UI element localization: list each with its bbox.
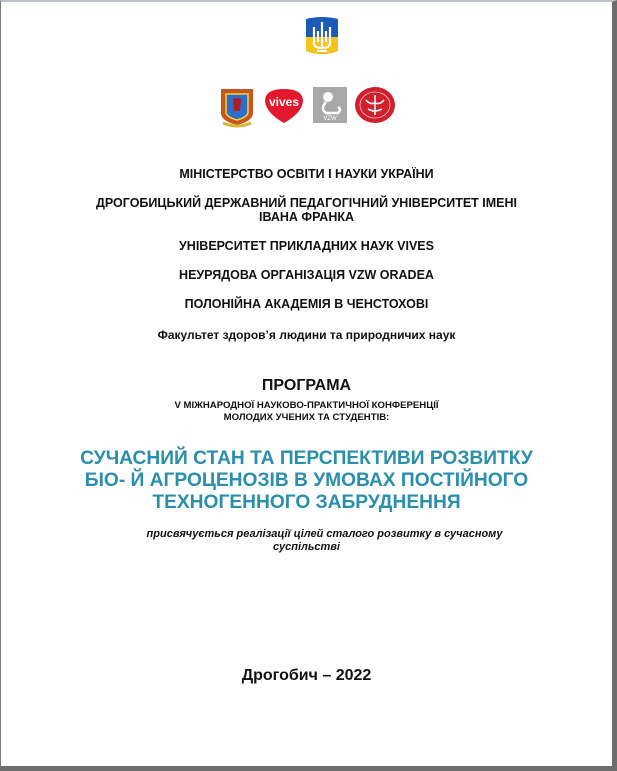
conference-title-line-1: СУЧАСНИЙ СТАН ТА ПЕРСПЕКТИВИ РОЗВИТКУ [80, 448, 533, 469]
partner-logos [218, 83, 396, 127]
place-year: Дрогобич – 2022 [241, 667, 372, 684]
conference-title-line-3: ТЕХНОГЕННОГО ЗАБРУДНЕННЯ [152, 492, 461, 513]
svg-text:vives: vives [268, 95, 300, 109]
org-vives: УНІВЕРСИТЕТ ПРИКЛАДНИХ НАУК VIVES [179, 239, 434, 253]
org-vzw-oradea: НЕУРЯДОВА ОРГАНІЗАЦІЯ VZW ORADEA [179, 268, 434, 282]
vives-logo-icon [262, 85, 306, 125]
svg-text:VZW: VZW [323, 116, 337, 122]
conference-title-line-2: БІО- Й АГРОЦЕНОЗІВ В УМОВАХ ПОСТІЙНОГО [84, 470, 529, 491]
polonia-academy-seal-icon [354, 85, 396, 125]
program-heading: ПРОГРАМА [261, 377, 352, 394]
faculty-name: Факультет здоров’я людини та природничих наук [157, 328, 456, 342]
org-drohobych-university-line2: ІВАНА ФРАНКА [258, 210, 355, 224]
org-polonia-academy: ПОЛОНІЙНА АКАДЕМІЯ В ЧЕНСТОХОВІ [184, 297, 429, 311]
conference-line-2: МОЛОДИХ УЧЕНИХ ТА СТУДЕНТІВ: [223, 412, 390, 423]
conference-line-1: V МІЖНАРОДНОЇ НАУКОВО-ПРАКТИЧНОЇ КОНФЕРЕНЦІЇ [174, 400, 439, 411]
dedication-line-2: суспільстві [273, 541, 340, 553]
org-ministry: МІНІСТЕРСТВО ОСВІТИ І НАУКИ УКРАЇНИ [179, 167, 434, 181]
ukraine-coat-of-arms-icon [304, 15, 340, 61]
vzw-oradea-logo-icon [312, 85, 348, 125]
org-drohobych-university-line1: ДРОГОБИЦЬКИЙ ДЕРЖАВНИЙ ПЕДАГОГІЧНИЙ УНІВЕРСИТЕТ ІМЕНІ [95, 196, 518, 210]
drohobych-university-emblem-icon [218, 85, 256, 125]
dedication-line-1: присвячується реалізації цілей сталого розвитку в сучасному [146, 528, 503, 540]
